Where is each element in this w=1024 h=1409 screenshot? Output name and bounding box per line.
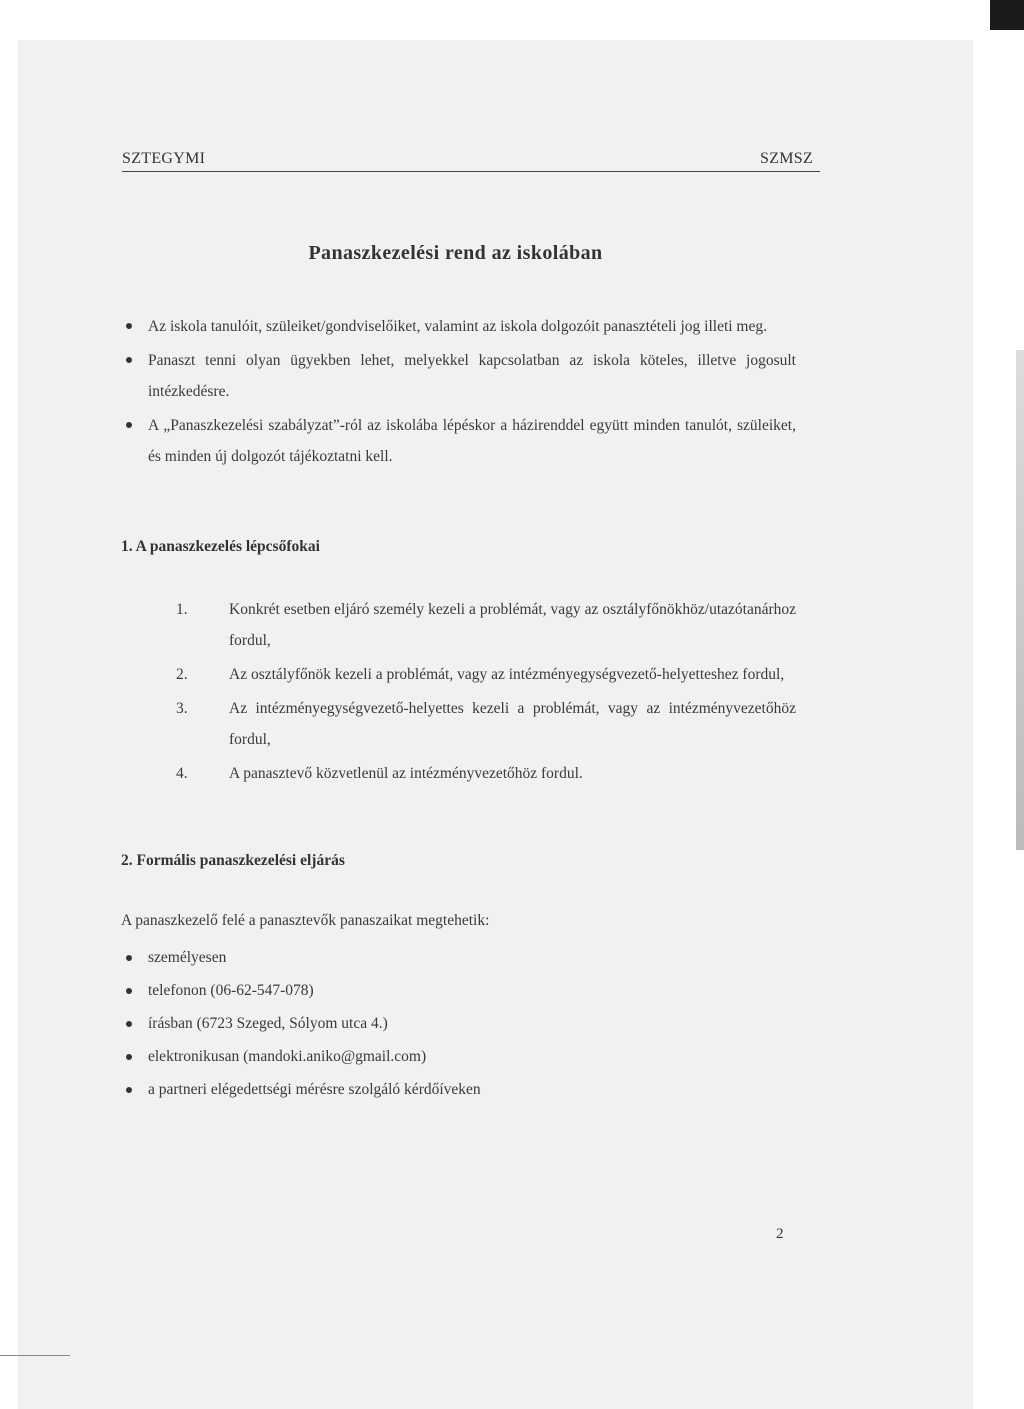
escalation-step bbox=[170, 758, 796, 789]
complaint-channels-list bbox=[120, 941, 720, 1106]
intro-bullet bbox=[120, 345, 796, 407]
channel-item bbox=[120, 1073, 720, 1106]
escalation-step bbox=[170, 693, 796, 755]
step-text: Az intézményegységvezető-helyettes kezeli a problémát, vagy az intézményvezetőhöz fordul, bbox=[229, 700, 796, 748]
intro-bullet-text: A „Panaszkezelési szabályzat”-ról az iskolába lépéskor a házirenddel együtt minden tanulót, szüleiket, és minden új dolgozót tájékoztatni kell. bbox=[148, 417, 796, 465]
channel-item bbox=[120, 974, 720, 1007]
header-right: SZMSZ bbox=[760, 150, 814, 167]
bullet-dot-icon bbox=[126, 1021, 132, 1027]
scan-edge-shadow bbox=[1016, 350, 1024, 850]
bullet-dot-icon bbox=[126, 1087, 132, 1093]
bullet-dot-icon bbox=[126, 988, 132, 994]
escalation-steps-list bbox=[170, 594, 796, 792]
intro-bullet bbox=[120, 410, 796, 472]
step-text: A panasztevő közvetlenül az intézményvezetőhöz fordul. bbox=[229, 765, 583, 782]
header-rule bbox=[122, 171, 820, 172]
step-number: 2. bbox=[176, 666, 188, 683]
step-number: 3. bbox=[176, 700, 188, 717]
bullet-dot-icon bbox=[126, 955, 132, 961]
scan-artifact-line bbox=[0, 1355, 70, 1356]
bullet-dot-icon bbox=[126, 357, 132, 363]
document-title: Panaszkezelési rend az iskolában bbox=[308, 242, 603, 264]
channel-item bbox=[120, 1040, 720, 1073]
escalation-step bbox=[170, 594, 796, 656]
intro-bullet-text: Panaszt tenni olyan ügyekben lehet, melyekkel kapcsolatban az iskola köteles, illetve jogosult intézkedésre. bbox=[148, 352, 796, 400]
channel-text: a partneri elégedettségi mérésre szolgáló kérdőíveken bbox=[148, 1081, 481, 1098]
intro-bullet bbox=[120, 311, 796, 342]
channel-item bbox=[120, 941, 720, 974]
step-number: 1. bbox=[176, 601, 188, 618]
channels-intro: A panaszkezelő felé a panasztevők panaszaikat megtehetik: bbox=[121, 912, 490, 929]
bullet-dot-icon bbox=[126, 1054, 132, 1060]
step-text: Az osztályfőnök kezeli a problémát, vagy az intézményegységvezető-helyetteshez fordul, bbox=[229, 666, 785, 683]
escalation-step bbox=[170, 659, 796, 690]
bullet-dot-icon bbox=[126, 323, 132, 329]
section-2-title: 2. Formális panaszkezelési eljárás bbox=[121, 852, 345, 869]
scan-margin-mark bbox=[990, 0, 1024, 30]
page-number: 2 bbox=[776, 1226, 784, 1242]
channel-text: írásban (6723 Szeged, Sólyom utca 4.) bbox=[148, 1015, 388, 1032]
channel-text: elektronikusan (mandoki.aniko@gmail.com) bbox=[148, 1048, 427, 1065]
step-text: Konkrét esetben eljáró személy kezeli a problémát, vagy az osztályfőnökhöz/utazótanárhoz fordul, bbox=[229, 601, 796, 649]
section-1-title: 1. A panaszkezelés lépcsőfokai bbox=[121, 538, 320, 555]
intro-bullet-list bbox=[120, 311, 796, 475]
bullet-dot-icon bbox=[126, 422, 132, 428]
channel-text: személyesen bbox=[148, 949, 227, 966]
header-left: SZTEGYMI bbox=[122, 150, 206, 167]
channel-text: telefonon (06-62-547-078) bbox=[148, 982, 314, 999]
step-number: 4. bbox=[176, 765, 188, 782]
intro-bullet-text: Az iskola tanulóit, szüleiket/gondviselőiket, valamint az iskola dolgozóit panasztételi jog illeti meg. bbox=[148, 318, 767, 335]
channel-item bbox=[120, 1007, 720, 1040]
